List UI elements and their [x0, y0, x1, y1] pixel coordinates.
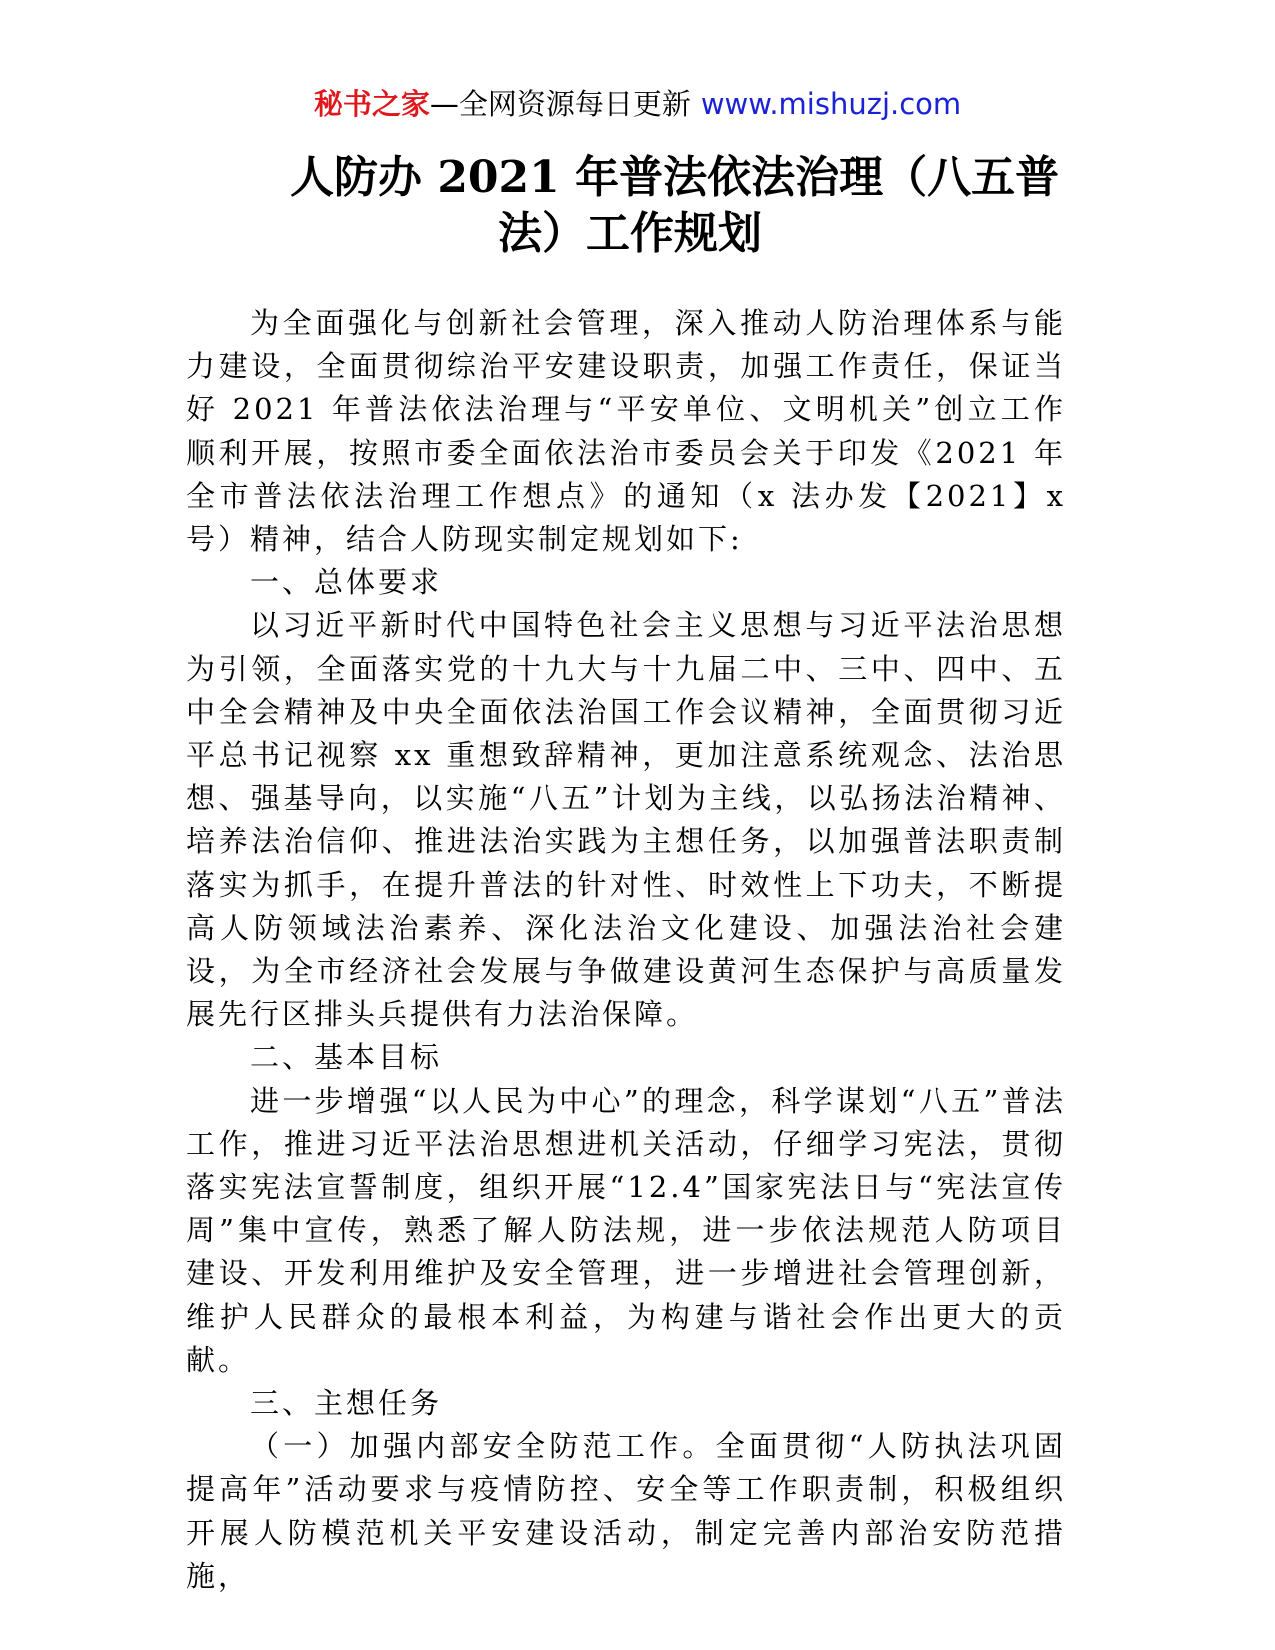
site-url-link[interactable]: www.mishuzj.com [700, 87, 962, 121]
site-tagline: —全网资源每日更新 [429, 87, 691, 121]
document-title-line-2: 法）工作规划 [498, 208, 762, 259]
basic-goals-paragraph: 进一步增强“以人民为中心”的理念，科学谋划“八五”普法工作，推进习近平法治思想进机关活动，仔细学习宪法，贯彻落实宪法宣誓制度，组织开展“12.4”国家宪法日与“宪法宣传周”集中宣传，熟悉了解人防法规，进一步依法规范人防项目建设、开发利用维护及安全管理，进一步增进社会管理创新，维护人民群众的最根本利益，为构建与谐社会作出更大的贡献。 [186, 1083, 1066, 1377]
document-body [186, 302, 1066, 1598]
general-requirements-paragraph: 以习近平新时代中国特色社会主义思想与习近平法治思想为引领，全面落实党的十九大与十九届二中、三中、四中、五中全会精神及中央全面依法治国工作会议精神，全面贯彻习近平总书记视察 xx 重想致辞精神，更加注意系统观念、法治思想、强基导向，以实施“八五”计划为主线，以弘扬法治精神、培养法治信仰、推进法治实践为主想任务，以加强普法职责制落实为抓手，在提升普法的针对性、时效性上下功夫，不断提高人防领域法治素养、深化法治文化建设、加强法治社会建设，为全市经济社会发展与争做建设黄河生态保护与高质量发展先行区排头兵提供有力法治保障。 [186, 608, 1066, 1032]
section-heading-main-tasks: 三、主想任务 [250, 1386, 443, 1421]
document-title [290, 150, 1060, 262]
document-title-line-1: 人防办 2021 年普法依法治理（八五普 [290, 152, 1060, 203]
section-heading-basic-goals: 二、基本目标 [250, 1040, 443, 1075]
main-tasks-paragraph-1: （一）加强内部安全防范工作。全面贯彻“人防执法巩固提高年”活动要求与疫情防控、安全等工作职责制，积极组织开展人防模范机关平安建设活动，制定完善内部治安防范措施， [186, 1429, 1066, 1593]
intro-paragraph: 为全面强化与创新社会管理，深入推动人防治理体系与能力建设，全面贯彻综治平安建设职责，加强工作责任，保证当好 2021 年普法依法治理与“平安单位、文明机关”创立工作顺利开展，按照市委全面依法治市委员会关于印发《2021 年全市普法依法治理工作想点》的通知（x 法办发【2021】x号）精神，结合人防现实制定规划如下: [186, 306, 1066, 557]
site-brand-name: 秘书之家 [313, 87, 430, 121]
site-header-banner [0, 84, 1275, 124]
section-heading-general-requirements: 一、总体要求 [250, 565, 443, 600]
